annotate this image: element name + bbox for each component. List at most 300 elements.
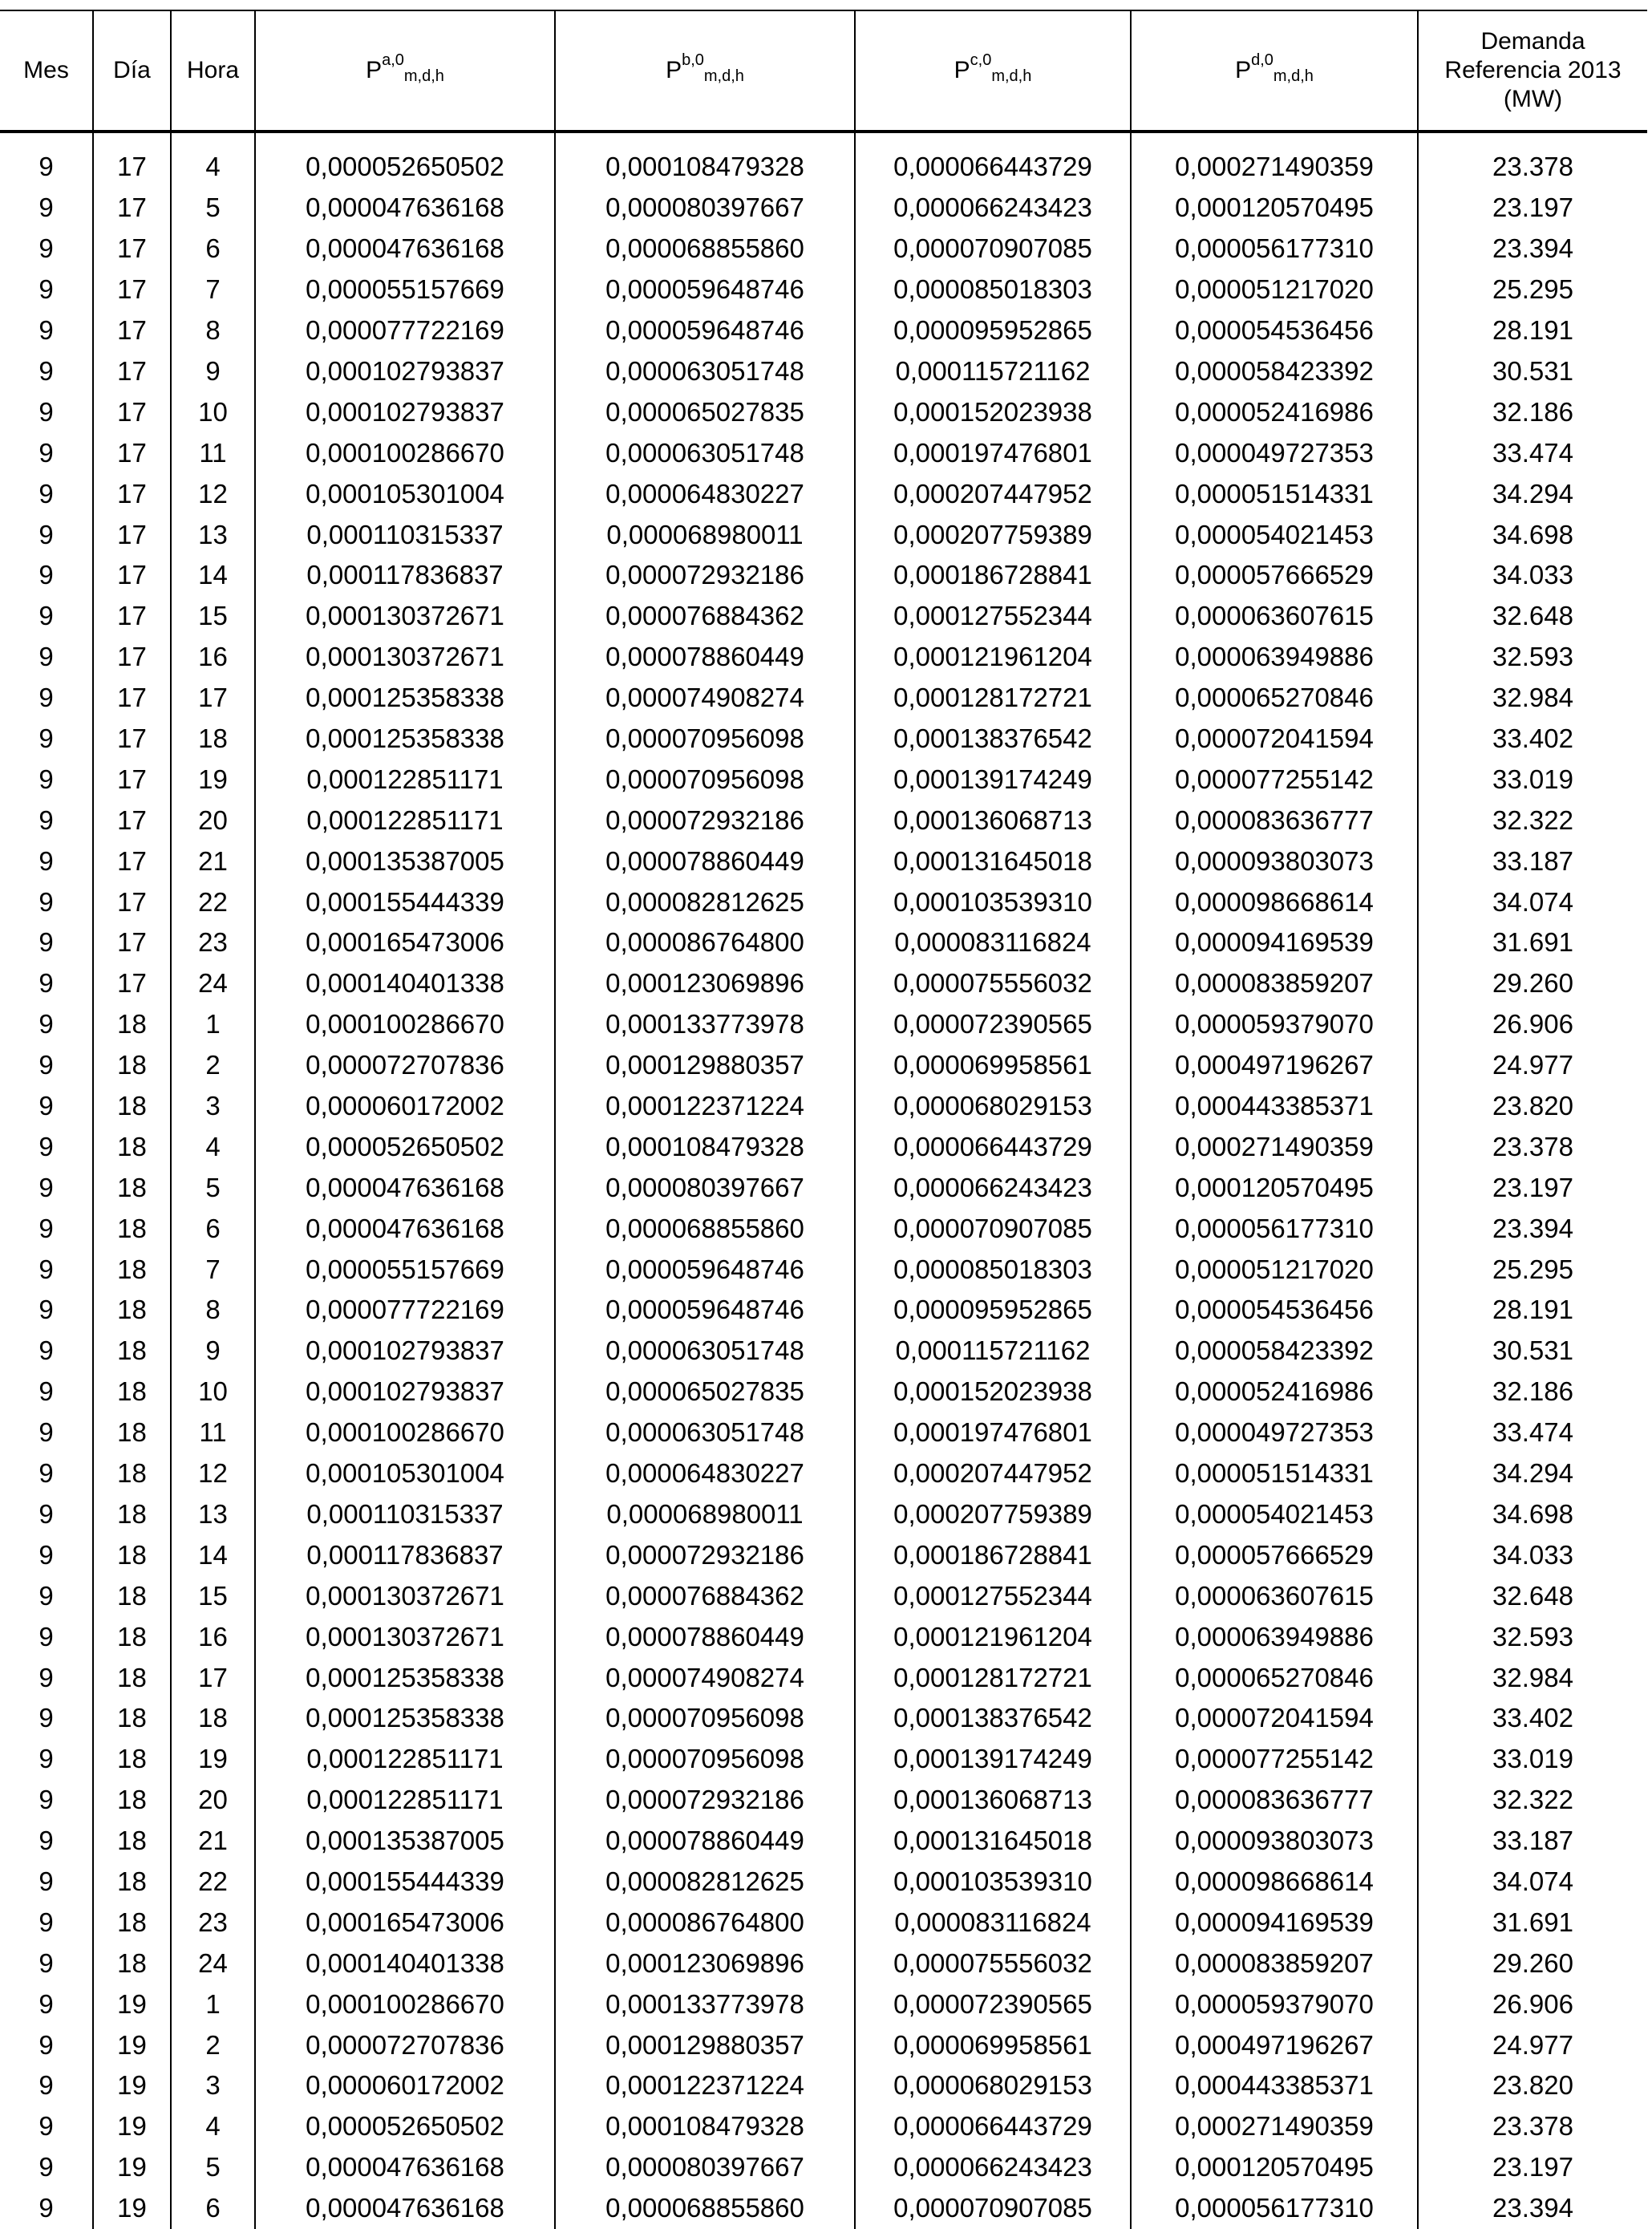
cell-pa: 0,000102793837 (255, 391, 555, 432)
cell-dia: 18 (93, 1862, 171, 1903)
cell-pc: 0,000072390565 (855, 1004, 1131, 1045)
cell-dia: 18 (93, 1943, 171, 1984)
table-row (0, 310, 1647, 351)
cell-pd: 0,000049727353 (1131, 432, 1418, 473)
cell-pa: 0,000100286670 (255, 1412, 555, 1453)
cell-demanda: 31.691 (1418, 1902, 1647, 1943)
cell-pa: 0,000055157669 (255, 1249, 555, 1290)
cell-hora: 22 (171, 881, 255, 922)
cell-hora: 15 (171, 596, 255, 637)
cell-dia: 17 (93, 351, 171, 392)
cell-mes: 9 (38, 1295, 54, 1325)
cell-pa: 0,000047636168 (255, 1167, 555, 1208)
cell-pa: 0,000117836837 (255, 555, 555, 596)
cell-pa: 0,000077722169 (255, 1290, 555, 1331)
cell-pa: 0,000072707836 (255, 1045, 555, 1086)
cell-mes: 9 (38, 1744, 54, 1774)
cell-pd: 0,000083636777 (1131, 1780, 1418, 1821)
table-row (0, 432, 1647, 473)
cell-mes: 9 (38, 1785, 54, 1815)
cell-mes: 9 (38, 1172, 54, 1202)
cell-hora: 4 (171, 1126, 255, 1167)
table-row (0, 963, 1647, 1004)
cell-hora: 9 (171, 1331, 255, 1372)
cell-pb: 0,000065027835 (555, 1372, 855, 1412)
cell-pa: 0,000122851171 (255, 759, 555, 800)
table-row (0, 1984, 1647, 2024)
table-row (0, 1780, 1647, 1821)
cell-pa: 0,000165473006 (255, 1902, 555, 1943)
cell-pa: 0,000110315337 (255, 514, 555, 555)
cell-pb: 0,000059648746 (555, 1249, 855, 1290)
table-row (0, 1412, 1647, 1453)
cell-pb: 0,000123069896 (555, 963, 855, 1004)
cell-demanda: 34.294 (1418, 473, 1647, 514)
cell-pa: 0,000052650502 (255, 132, 555, 188)
cell-hora: 24 (171, 1943, 255, 1984)
cell-pb: 0,000070956098 (555, 719, 855, 760)
table-row (0, 2024, 1647, 2065)
cell-pd: 0,000083859207 (1131, 963, 1418, 1004)
cell-pa: 0,000105301004 (255, 1453, 555, 1494)
header-demanda-line2: Referencia 2013 (1444, 57, 1622, 83)
header-pa-sup: a,0 (382, 51, 404, 69)
cell-hora: 1 (171, 1004, 255, 1045)
header-pc-sub: m,d,h (991, 67, 1032, 85)
cell-pa: 0,000165473006 (255, 922, 555, 963)
cell-mes: 9 (38, 274, 54, 305)
header-pd-sup: d,0 (1251, 51, 1273, 69)
cell-mes: 9 (38, 1947, 54, 1978)
cell-mes: 9 (38, 804, 54, 835)
cell-pd: 0,000051514331 (1131, 473, 1418, 514)
cell-pc: 0,000068029153 (855, 1086, 1131, 1127)
cell-mes: 9 (38, 1498, 54, 1529)
cell-pd: 0,000054536456 (1131, 310, 1418, 351)
cell-pc: 0,000072390565 (855, 1984, 1131, 2024)
cell-mes: 9 (38, 642, 54, 672)
cell-demanda: 24.977 (1418, 1045, 1647, 1086)
cell-hora: 21 (171, 841, 255, 881)
cell-demanda: 33.474 (1418, 432, 1647, 473)
cell-pd: 0,000058423392 (1131, 1331, 1418, 1372)
table-row (0, 922, 1647, 963)
cell-pd: 0,000443385371 (1131, 2065, 1418, 2106)
cell-pc: 0,000066243423 (855, 188, 1131, 229)
cell-pa: 0,000100286670 (255, 432, 555, 473)
header-pc-sup: c,0 (970, 51, 992, 69)
cell-demanda: 32.186 (1418, 391, 1647, 432)
cell-hora: 20 (171, 1780, 255, 1821)
cell-pd: 0,000271490359 (1131, 132, 1418, 188)
table-row (0, 1208, 1647, 1249)
cell-pb: 0,000072932186 (555, 800, 855, 841)
cell-dia: 18 (93, 1453, 171, 1494)
cell-mes: 9 (38, 1091, 54, 1121)
cell-pc: 0,000139174249 (855, 759, 1131, 800)
cell-hora: 1 (171, 1984, 255, 2024)
cell-pc: 0,000121961204 (855, 637, 1131, 678)
cell-pc: 0,000139174249 (855, 1739, 1131, 1780)
cell-pd: 0,000065270846 (1131, 678, 1418, 719)
cell-demanda: 25.295 (1418, 270, 1647, 310)
cell-pd: 0,000049727353 (1131, 1412, 1418, 1453)
cell-dia: 17 (93, 270, 171, 310)
cell-dia: 19 (93, 2024, 171, 2065)
cell-mes: 9 (38, 1539, 54, 1570)
cell-demanda: 24.977 (1418, 2024, 1647, 2065)
table-row (0, 1575, 1647, 1616)
cell-dia: 17 (93, 473, 171, 514)
cell-pb: 0,000129880357 (555, 2024, 855, 2065)
cell-demanda: 30.531 (1418, 1331, 1647, 1372)
table-row (0, 2106, 1647, 2147)
cell-demanda: 25.295 (1418, 1249, 1647, 1290)
cell-pc: 0,000138376542 (855, 1698, 1131, 1739)
cell-dia: 18 (93, 1372, 171, 1412)
cell-pc: 0,000103539310 (855, 881, 1131, 922)
cell-pb: 0,000086764800 (555, 922, 855, 963)
cell-hora: 12 (171, 1453, 255, 1494)
cell-hora: 7 (171, 1249, 255, 1290)
cell-dia: 18 (93, 1086, 171, 1127)
cell-hora: 16 (171, 1616, 255, 1657)
cell-pc: 0,000207447952 (855, 1453, 1131, 1494)
cell-pc: 0,000186728841 (855, 555, 1131, 596)
table-row (0, 1167, 1647, 1208)
cell-pd: 0,000052416986 (1131, 391, 1418, 432)
cell-hora: 6 (171, 2188, 255, 2229)
cell-pb: 0,000080397667 (555, 2147, 855, 2188)
cell-hora: 10 (171, 1372, 255, 1412)
cell-pc: 0,000127552344 (855, 1575, 1131, 1616)
cell-pc: 0,000207447952 (855, 473, 1131, 514)
cell-demanda: 33.474 (1418, 1412, 1647, 1453)
cell-dia: 17 (93, 881, 171, 922)
cell-mes: 9 (38, 1009, 54, 1040)
cell-dia: 18 (93, 1412, 171, 1453)
cell-mes: 9 (38, 927, 54, 958)
cell-pd: 0,000077255142 (1131, 1739, 1418, 1780)
cell-demanda: 32.648 (1418, 1575, 1647, 1616)
cell-demanda: 32.984 (1418, 1657, 1647, 1698)
cell-mes: 9 (38, 396, 54, 427)
cell-demanda: 23.394 (1418, 229, 1647, 270)
cell-demanda: 32.593 (1418, 1616, 1647, 1657)
cell-pc: 0,000115721162 (855, 351, 1131, 392)
cell-hora: 8 (171, 1290, 255, 1331)
cell-demanda: 32.593 (1418, 637, 1647, 678)
cell-pb: 0,000129880357 (555, 1045, 855, 1086)
cell-pb: 0,000080397667 (555, 1167, 855, 1208)
cell-hora: 20 (171, 800, 255, 841)
cell-pa: 0,000072707836 (255, 2024, 555, 2065)
table-row (0, 1290, 1647, 1331)
header-pa (255, 10, 555, 132)
cell-pa: 0,000117836837 (255, 1534, 555, 1575)
cell-pc: 0,000136068713 (855, 800, 1131, 841)
cell-pc: 0,000136068713 (855, 1780, 1131, 1821)
header-demanda-line3: (MW) (1503, 86, 1563, 112)
cell-pc: 0,000152023938 (855, 1372, 1131, 1412)
cell-pb: 0,000076884362 (555, 1575, 855, 1616)
cell-pa: 0,000047636168 (255, 188, 555, 229)
cell-demanda: 23.378 (1418, 1126, 1647, 1167)
cell-demanda: 28.191 (1418, 310, 1647, 351)
cell-demanda: 31.691 (1418, 922, 1647, 963)
cell-dia: 17 (93, 555, 171, 596)
cell-pa: 0,000135387005 (255, 841, 555, 881)
cell-dia: 19 (93, 2188, 171, 2229)
table-row (0, 1821, 1647, 1862)
cell-pd: 0,000054021453 (1131, 514, 1418, 555)
cell-dia: 17 (93, 229, 171, 270)
cell-hora: 16 (171, 637, 255, 678)
cell-pa: 0,000047636168 (255, 1208, 555, 1249)
cell-hora: 11 (171, 432, 255, 473)
cell-dia: 17 (93, 391, 171, 432)
demand-table (0, 10, 1647, 2229)
cell-pb: 0,000070956098 (555, 1739, 855, 1780)
cell-dia: 18 (93, 1045, 171, 1086)
cell-dia: 18 (93, 1616, 171, 1657)
cell-hora: 23 (171, 1902, 255, 1943)
cell-pa: 0,000047636168 (255, 2188, 555, 2229)
cell-pa: 0,000102793837 (255, 1331, 555, 1372)
cell-mes: 9 (38, 1866, 54, 1896)
cell-pb: 0,000070956098 (555, 1698, 855, 1739)
cell-pd: 0,000120570495 (1131, 2147, 1418, 2188)
cell-pc: 0,000095952865 (855, 1290, 1131, 1331)
cell-dia: 17 (93, 132, 171, 188)
table-row (0, 351, 1647, 392)
cell-dia: 18 (93, 1739, 171, 1780)
cell-pc: 0,000085018303 (855, 270, 1131, 310)
table-row (0, 1739, 1647, 1780)
cell-hora: 4 (171, 2106, 255, 2147)
cell-mes: 9 (38, 437, 54, 468)
cell-mes: 9 (38, 315, 54, 346)
cell-pb: 0,000068855860 (555, 1208, 855, 1249)
table-row (0, 1534, 1647, 1575)
cell-mes: 9 (38, 723, 54, 754)
cell-demanda: 23.197 (1418, 2147, 1647, 2188)
cell-hora: 5 (171, 1167, 255, 1208)
cell-mes: 9 (38, 1907, 54, 1937)
cell-pd: 0,000120570495 (1131, 1167, 1418, 1208)
cell-mes: 9 (38, 1335, 54, 1366)
cell-pd: 0,000063607615 (1131, 596, 1418, 637)
cell-pb: 0,000070956098 (555, 759, 855, 800)
cell-demanda: 29.260 (1418, 1943, 1647, 1984)
table-row (0, 1453, 1647, 1494)
cell-pb: 0,000059648746 (555, 310, 855, 351)
cell-pd: 0,000059379070 (1131, 1004, 1418, 1045)
cell-pa: 0,000102793837 (255, 1372, 555, 1412)
cell-pc: 0,000066243423 (855, 1167, 1131, 1208)
cell-pd: 0,000497196267 (1131, 2024, 1418, 2065)
header-pb (555, 10, 855, 132)
cell-pc: 0,000070907085 (855, 1208, 1131, 1249)
cell-demanda: 33.187 (1418, 841, 1647, 881)
table-row (0, 1616, 1647, 1657)
table-header-row (0, 10, 1647, 132)
table-row (0, 514, 1647, 555)
cell-pd: 0,000443385371 (1131, 1086, 1418, 1127)
cell-mes: 9 (38, 2070, 54, 2101)
cell-pd: 0,000083636777 (1131, 800, 1418, 841)
cell-pd: 0,000098668614 (1131, 881, 1418, 922)
cell-dia: 18 (93, 1167, 171, 1208)
cell-pb: 0,000068980011 (555, 1494, 855, 1535)
cell-demanda: 32.186 (1418, 1372, 1647, 1412)
cell-pb: 0,000063051748 (555, 351, 855, 392)
cell-pd: 0,000098668614 (1131, 1862, 1418, 1903)
cell-mes: 9 (38, 2193, 54, 2223)
table-row (0, 473, 1647, 514)
cell-pb: 0,000133773978 (555, 1984, 855, 2024)
cell-mes: 9 (38, 1376, 54, 1407)
cell-pa: 0,000125358338 (255, 1698, 555, 1739)
cell-dia: 18 (93, 1004, 171, 1045)
cell-pd: 0,000063607615 (1131, 1575, 1418, 1616)
cell-pd: 0,000051217020 (1131, 1249, 1418, 1290)
cell-pa: 0,000105301004 (255, 473, 555, 514)
table-row (0, 1372, 1647, 1412)
cell-pb: 0,000086764800 (555, 1902, 855, 1943)
header-pa-sub: m,d,h (403, 67, 444, 85)
cell-pa: 0,000052650502 (255, 1126, 555, 1167)
cell-hora: 6 (171, 1208, 255, 1249)
cell-pd: 0,000063949886 (1131, 637, 1418, 678)
cell-pc: 0,000131645018 (855, 841, 1131, 881)
cell-dia: 18 (93, 1249, 171, 1290)
cell-mes: 9 (38, 2029, 54, 2060)
cell-demanda: 33.402 (1418, 1698, 1647, 1739)
cell-pb: 0,000074908274 (555, 1657, 855, 1698)
table-row (0, 1086, 1647, 1127)
cell-dia: 19 (93, 2147, 171, 2188)
cell-mes: 9 (38, 1662, 54, 1692)
cell-pd: 0,000057666529 (1131, 555, 1418, 596)
cell-pd: 0,000056177310 (1131, 229, 1418, 270)
cell-pd: 0,000052416986 (1131, 1372, 1418, 1412)
cell-dia: 18 (93, 1698, 171, 1739)
table-row (0, 270, 1647, 310)
cell-mes: 9 (38, 519, 54, 549)
cell-pa: 0,000135387005 (255, 1821, 555, 1862)
table-row (0, 1862, 1647, 1903)
header-pb-base: P (666, 57, 682, 83)
cell-demanda: 32.984 (1418, 678, 1647, 719)
cell-pc: 0,000103539310 (855, 1862, 1131, 1903)
cell-dia: 17 (93, 759, 171, 800)
cell-dia: 19 (93, 1984, 171, 2024)
cell-pb: 0,000122371224 (555, 1086, 855, 1127)
cell-demanda: 23.378 (1418, 132, 1647, 188)
cell-demanda: 32.322 (1418, 800, 1647, 841)
header-pd (1131, 10, 1418, 132)
table-row (0, 841, 1647, 881)
cell-dia: 18 (93, 1331, 171, 1372)
cell-demanda: 30.531 (1418, 351, 1647, 392)
cell-demanda: 33.187 (1418, 1821, 1647, 1862)
cell-pb: 0,000068855860 (555, 2188, 855, 2229)
cell-demanda: 34.698 (1418, 1494, 1647, 1535)
table-row (0, 555, 1647, 596)
cell-pc: 0,000138376542 (855, 719, 1131, 760)
cell-demanda: 34.698 (1418, 514, 1647, 555)
cell-demanda: 34.074 (1418, 1862, 1647, 1903)
cell-pb: 0,000068855860 (555, 229, 855, 270)
header-pc-base: P (954, 57, 970, 83)
table-row (0, 1045, 1647, 1086)
cell-hora: 6 (171, 229, 255, 270)
cell-pb: 0,000078860449 (555, 637, 855, 678)
cell-hora: 4 (171, 132, 255, 188)
cell-demanda: 32.322 (1418, 1780, 1647, 1821)
cell-hora: 22 (171, 1862, 255, 1903)
cell-pc: 0,000152023938 (855, 391, 1131, 432)
cell-pb: 0,000080397667 (555, 188, 855, 229)
cell-pa: 0,000130372671 (255, 596, 555, 637)
cell-pb: 0,000065027835 (555, 391, 855, 432)
cell-mes: 9 (38, 764, 54, 794)
table-row (0, 1331, 1647, 1372)
table-row (0, 678, 1647, 719)
cell-pc: 0,000186728841 (855, 1534, 1131, 1575)
cell-dia: 17 (93, 514, 171, 555)
cell-pa: 0,000130372671 (255, 1616, 555, 1657)
cell-mes: 9 (38, 886, 54, 917)
cell-pa: 0,000110315337 (255, 1494, 555, 1535)
cell-mes: 9 (38, 193, 54, 223)
cell-pc: 0,000207759389 (855, 514, 1131, 555)
cell-hora: 7 (171, 270, 255, 310)
cell-pa: 0,000100286670 (255, 1004, 555, 1045)
cell-demanda: 34.033 (1418, 555, 1647, 596)
cell-pc: 0,000197476801 (855, 1412, 1131, 1453)
cell-pa: 0,000130372671 (255, 1575, 555, 1616)
cell-pc: 0,000207759389 (855, 1494, 1131, 1535)
cell-pc: 0,000069958561 (855, 1045, 1131, 1086)
cell-pb: 0,000064830227 (555, 1453, 855, 1494)
table-row (0, 881, 1647, 922)
cell-pa: 0,000055157669 (255, 270, 555, 310)
cell-pb: 0,000068980011 (555, 514, 855, 555)
cell-pa: 0,000155444339 (255, 881, 555, 922)
cell-pb: 0,000133773978 (555, 1004, 855, 1045)
cell-pc: 0,000085018303 (855, 1249, 1131, 1290)
header-mes: Mes (0, 10, 93, 132)
cell-pb: 0,000072932186 (555, 1780, 855, 1821)
cell-pb: 0,000078860449 (555, 1821, 855, 1862)
cell-mes: 9 (38, 560, 54, 590)
cell-hora: 5 (171, 2147, 255, 2188)
cell-dia: 17 (93, 310, 171, 351)
header-pd-base: P (1235, 57, 1252, 83)
cell-demanda: 23.394 (1418, 2188, 1647, 2229)
cell-pc: 0,000070907085 (855, 2188, 1131, 2229)
cell-pc: 0,000075556032 (855, 963, 1131, 1004)
cell-demanda: 32.648 (1418, 596, 1647, 637)
cell-demanda: 23.394 (1418, 1208, 1647, 1249)
cell-pc: 0,000068029153 (855, 2065, 1131, 2106)
cell-mes: 9 (38, 233, 54, 264)
table-row (0, 759, 1647, 800)
cell-hora: 24 (171, 963, 255, 1004)
table-row (0, 1126, 1647, 1167)
